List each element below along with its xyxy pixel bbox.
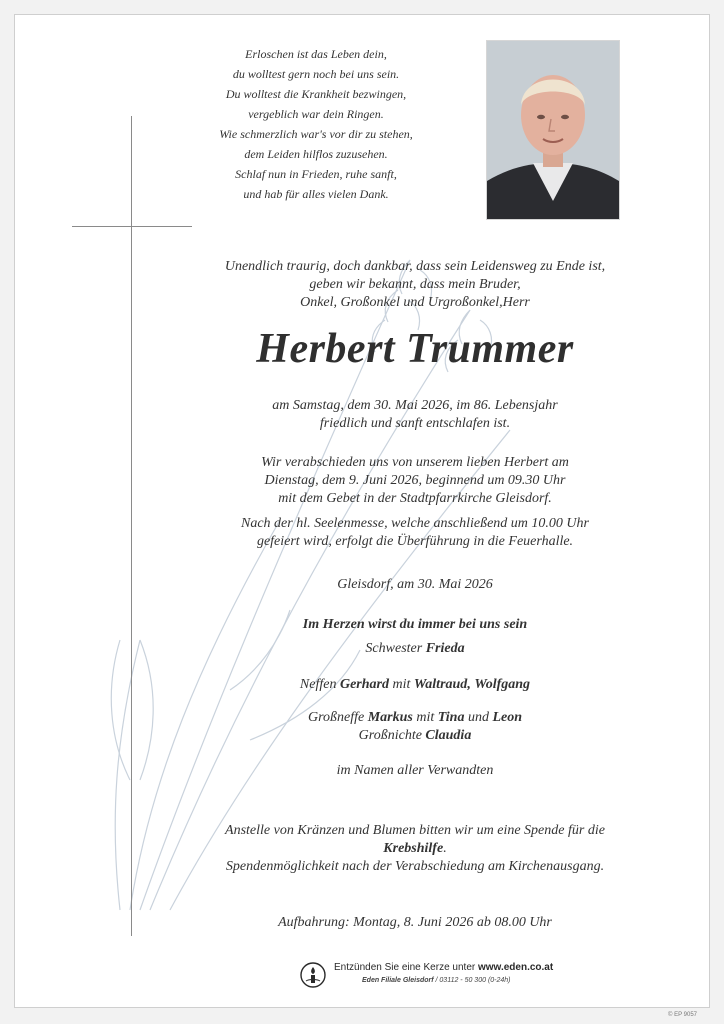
mourner-name: Claudia xyxy=(425,728,472,743)
relation-label: Großneffe xyxy=(307,710,365,725)
mourner-name: Tina xyxy=(437,710,465,725)
branch-hours: (0-24h) xyxy=(487,977,511,984)
farewell-line: Dienstag, dem 9. Juni 2026, beginnend um 09.30 Uhr xyxy=(264,473,566,488)
poem-line: Erloschen ist das Leben dein, xyxy=(245,47,387,61)
mourner-name: Leon xyxy=(492,710,523,725)
mourner-nephews xyxy=(200,676,630,694)
footer-url-link[interactable]: www.eden.co.at xyxy=(477,962,554,973)
mass-line: gefeiert wird, erfolgt die Überführung in die Feuerhalle. xyxy=(256,534,574,549)
connector-text: und xyxy=(467,710,489,725)
farewell-line: Wir verabschieden uns von unserem lieben Herbert am xyxy=(261,455,569,470)
death-notice xyxy=(200,397,630,433)
intro-line: Onkel, Großonkel und Urgroßonkel,Herr xyxy=(300,295,530,310)
announcement-intro xyxy=(200,258,630,312)
intro-line: geben wir bekannt, dass mein Bruder, xyxy=(309,277,521,292)
period-text: . xyxy=(443,841,447,856)
deceased-name: Herbert Trummer xyxy=(256,326,574,372)
poem-line: Wie schmerzlich war's vor dir zu stehen, xyxy=(219,127,413,141)
motto: Im Herzen wirst du immer bei uns sein xyxy=(302,617,528,632)
death-line: am Samstag, dem 30. Mai 2026, im 86. Lebensjahr xyxy=(272,398,558,413)
poem-line: dem Leiden hilflos zuzusehen. xyxy=(244,147,388,161)
poem-line: und hab für alles vielen Dank. xyxy=(243,187,389,201)
farewell-info xyxy=(200,454,630,508)
viewing-info: Aufbahrung: Montag, 8. Juni 2026 ab 08.00 Uhr xyxy=(278,915,552,930)
footer-branch-info xyxy=(362,977,511,984)
place-date: Gleisdorf, am 30. Mai 2026 xyxy=(337,577,493,592)
charity-name: Krebshilfe xyxy=(383,841,444,856)
mourner-grandchildren xyxy=(200,709,630,745)
poem xyxy=(186,44,446,204)
portrait-photo xyxy=(486,40,620,220)
branch-phone: / 03112 - 50 300 xyxy=(433,977,488,984)
donation-line: Spendenmöglichkeit nach der Verabschiedung am Kirchenausgang. xyxy=(225,859,605,874)
donation-request xyxy=(200,822,630,876)
donation-line: Anstelle von Kränzen und Blumen bitten wir um eine Spende für die xyxy=(225,823,605,838)
mourner-name: Wolfgang xyxy=(474,677,531,692)
relation-label: Großnichte xyxy=(358,728,422,743)
mass-line: Nach der hl. Seelenmesse, welche anschließend um 10.00 Uhr xyxy=(241,516,589,531)
poem-line: Schlaf nun in Frieden, ruhe sanft, xyxy=(235,167,397,181)
relation-label: Neffen xyxy=(299,677,337,692)
connector-text: mit xyxy=(416,710,435,725)
separator-text: , xyxy=(467,677,471,692)
death-line: friedlich und sanft entschlafen ist. xyxy=(319,416,511,431)
branch-name: Eden Filiale Gleisdorf xyxy=(362,977,434,984)
poem-line: du wolltest gern noch bei uns sein. xyxy=(232,67,400,81)
print-code: © EP 9057 xyxy=(668,1012,697,1018)
cross-vertical xyxy=(131,116,132,936)
mass-info xyxy=(200,515,630,551)
mourner-name: Markus xyxy=(367,710,413,725)
poem-line: Du wolltest die Krankheit bezwingen, xyxy=(225,87,407,101)
connector-text: mit xyxy=(392,677,411,692)
mourner-name: Waltraud xyxy=(413,677,468,692)
mourner-name: Frieda xyxy=(425,641,465,656)
candle-emblem-icon xyxy=(300,962,326,988)
poem-line: vergeblich war dein Ringen. xyxy=(248,107,384,121)
mourner-sister xyxy=(200,640,630,658)
mourner-name: Gerhard xyxy=(339,677,389,692)
farewell-line: mit dem Gebet in der Stadtpfarrkirche Gleisdorf. xyxy=(278,491,552,506)
footer-prefix: Entzünden Sie eine Kerze unter xyxy=(334,962,478,973)
cross-horizontal xyxy=(72,226,192,227)
intro-line: Unendlich traurig, doch dankbar, dass sein Leidensweg zu Ende ist, xyxy=(224,259,606,274)
all-relatives: im Namen aller Verwandten xyxy=(336,763,494,778)
footer-candle-text xyxy=(334,962,553,973)
relation-label: Schwester xyxy=(365,641,423,656)
